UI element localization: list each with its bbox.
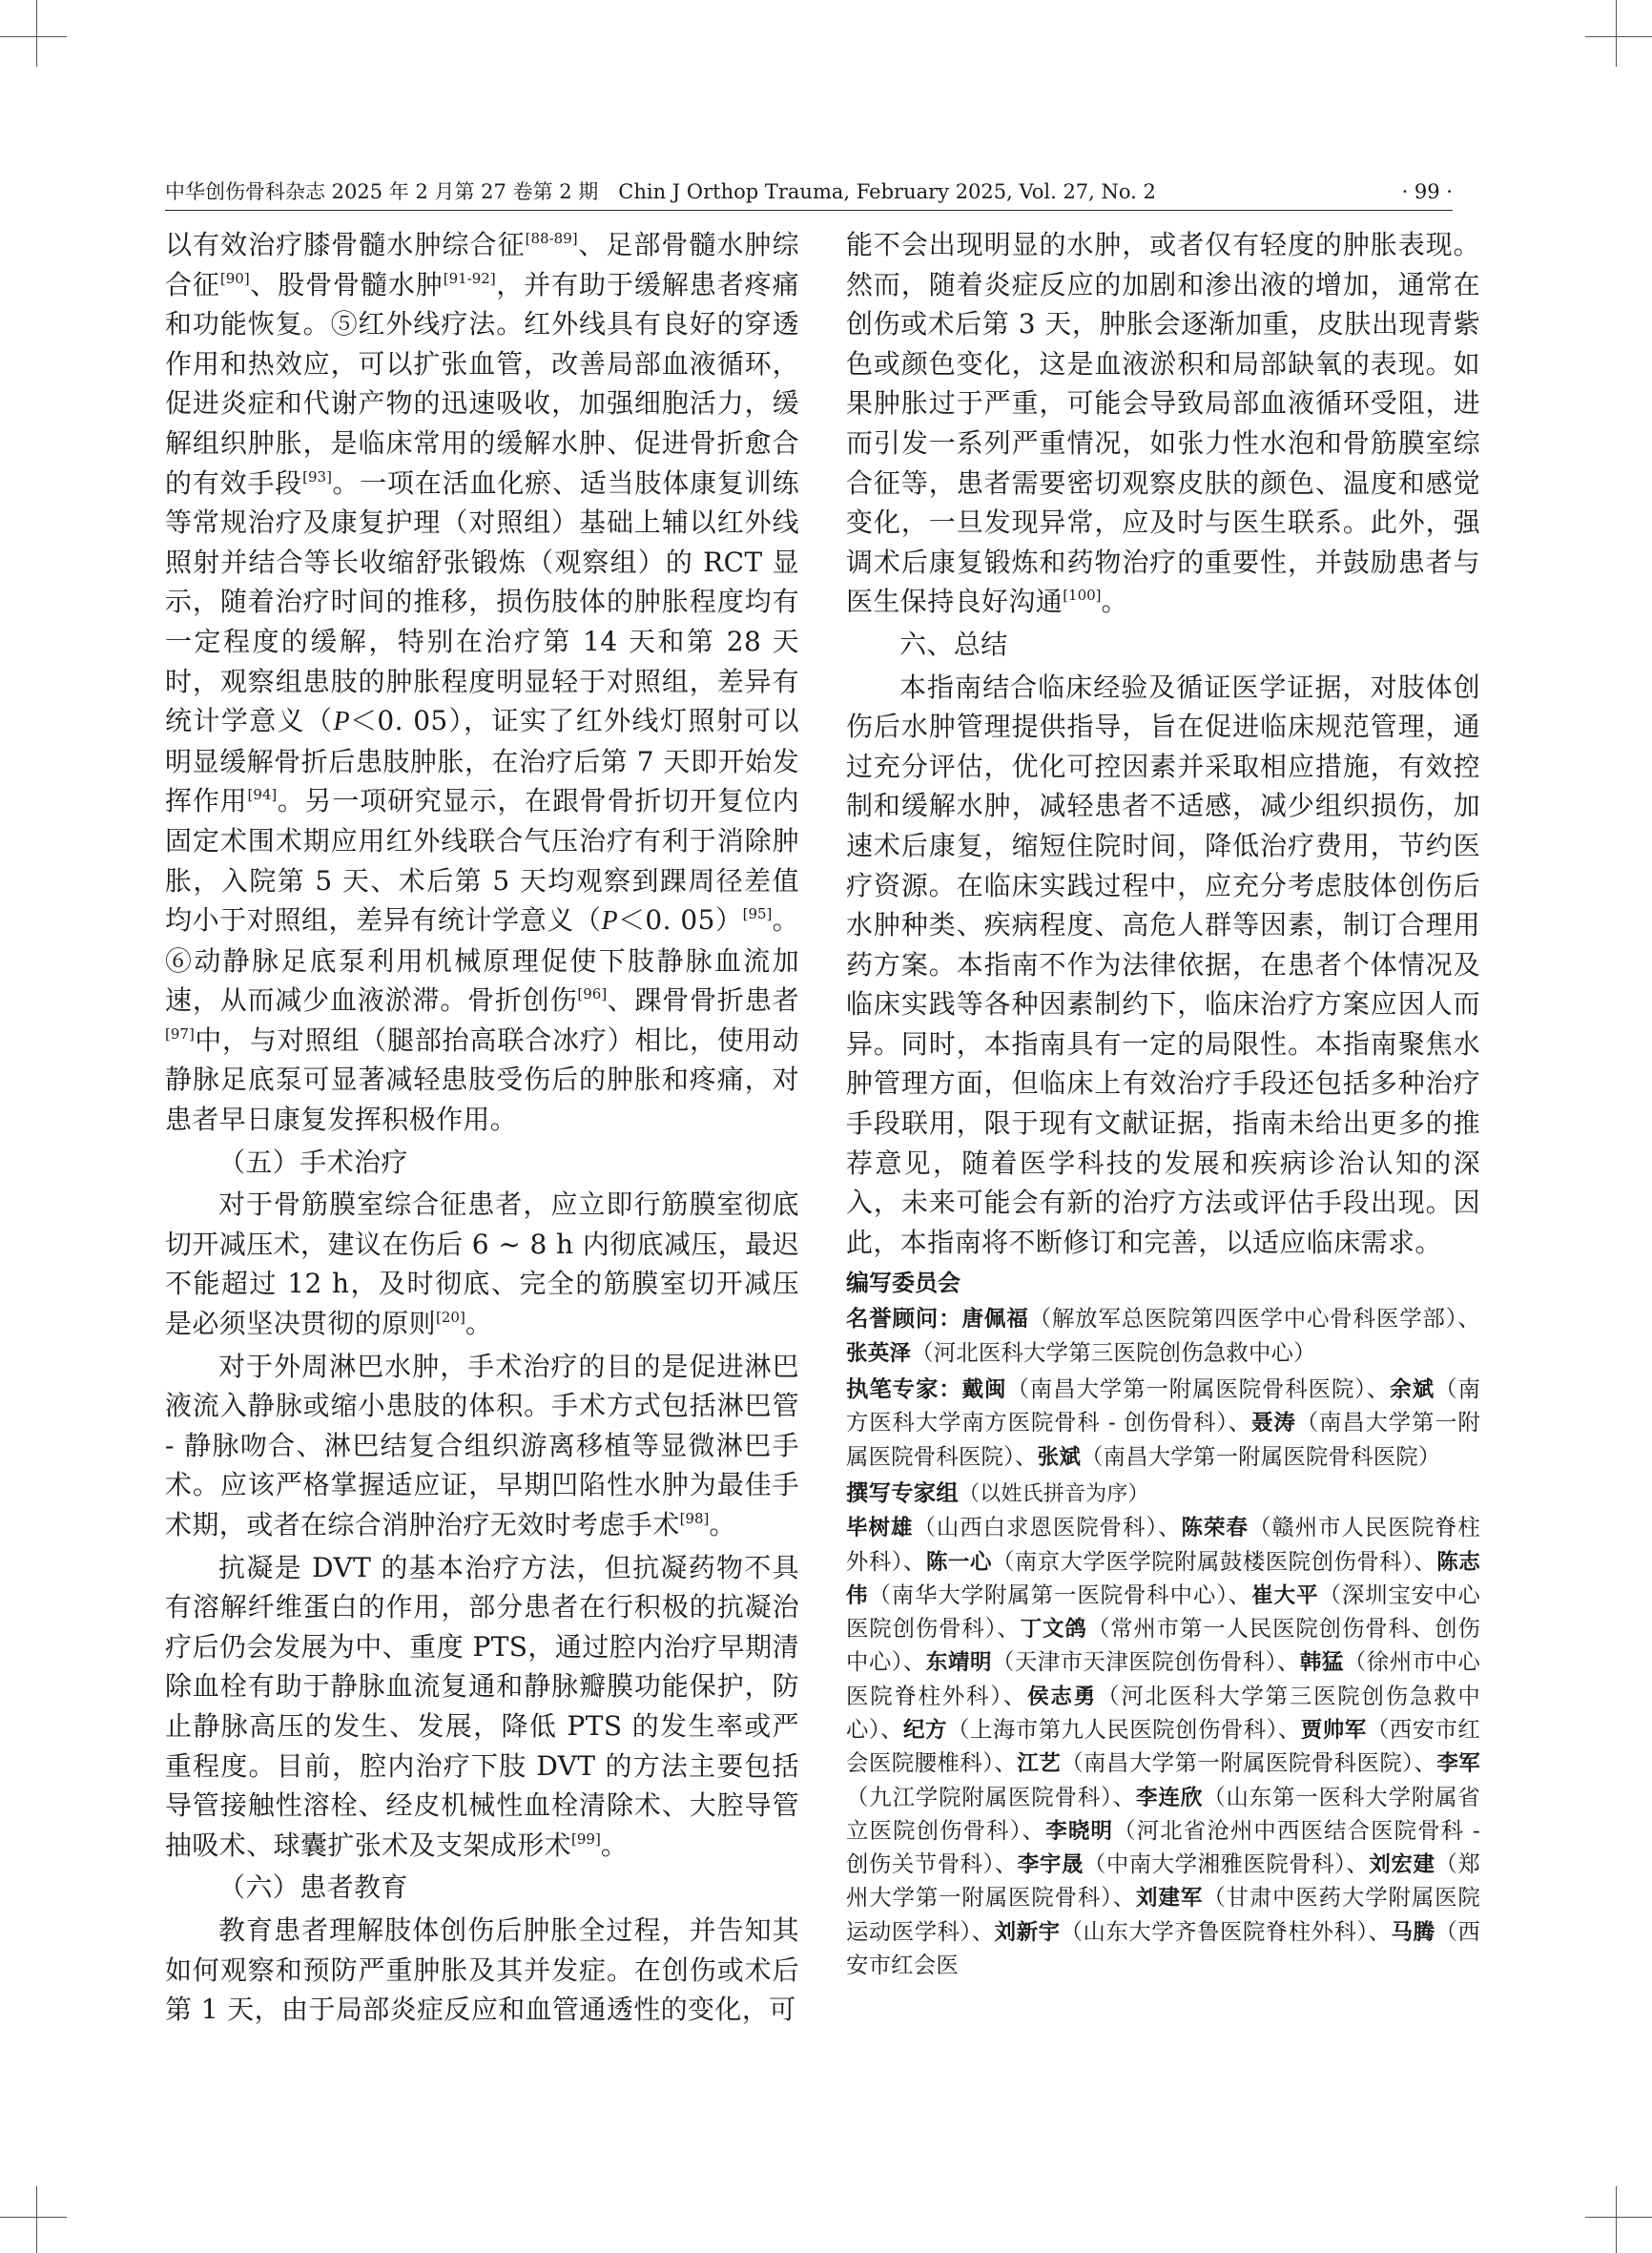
member-affiliation: （南昌大学第一附属医院骨科医院）	[1061, 1749, 1415, 1777]
member-affiliation: （九江学院附属医院骨科）	[846, 1783, 1113, 1810]
subsection-heading: （六）患者教育	[218, 1871, 408, 1904]
crop-mark	[36, 0, 37, 67]
separator: 、	[1414, 1749, 1437, 1777]
citation[interactable]: [100]	[1063, 587, 1102, 605]
separator: 、	[1112, 1783, 1137, 1810]
paragraph: 抗凝是 DVT 的基本治疗方法，但抗凝药物不具有溶解纤维蛋白的作用，部分患者在行积极的抗凝治疗后仍会发展为中、重度 PTS，通过腔内治疗早期清除血栓有助于静脉血流复通和静脉瓣膜功能保护，防止静脉高压的发生、发展，降低 PTS 的发生率或严重程度。目前，腔内治疗下肢 DVT 的方法主要包括导管接触性溶栓、经皮机械性血栓清除术、大腔导管抽吸术、球囊扩张术及支架成形术[99]。	[165, 1551, 799, 1861]
citation[interactable]: [88-89]	[525, 230, 578, 247]
member-name: 贾帅军	[1300, 1718, 1367, 1743]
member-affiliation: （南京大学医学院附属鼓楼医院创伤骨科）	[991, 1547, 1415, 1575]
member-affiliation: （河北省沧州中西医结合医院骨科 - 创伤关节骨科）	[846, 1816, 1480, 1878]
crop-mark	[0, 2217, 67, 2218]
citation[interactable]: [94]	[247, 786, 278, 804]
member-name: 崔大平	[1251, 1582, 1319, 1608]
honorary-advisors	[846, 1302, 1480, 1370]
committee-title: 编写委员会	[846, 1270, 960, 1297]
member-name: 毕树雄	[846, 1516, 914, 1541]
member-affiliation: （河北医科大学第三医院创伤急救中心）	[846, 1682, 1481, 1743]
left-column	[165, 225, 799, 2033]
page-number: · 99 ·	[1401, 180, 1453, 203]
separator: 、	[1368, 1917, 1392, 1945]
member-affiliation: （赣州市人民医院脊柱外科）	[846, 1514, 1481, 1575]
separator: 、	[903, 1648, 926, 1676]
citation[interactable]: [97]	[165, 1024, 195, 1043]
member-name: 刘宏建	[1369, 1852, 1435, 1878]
right-column	[846, 225, 1480, 1984]
member-affiliation: （山西白求恩医院骨科）	[913, 1514, 1159, 1541]
member-name: 李晓明	[1045, 1818, 1114, 1844]
member-name: 陈志伟	[846, 1549, 1480, 1608]
writing-experts	[846, 1373, 1480, 1474]
member-name: 东靖明	[925, 1650, 992, 1676]
separator: 、	[1022, 1816, 1046, 1844]
member-affiliation: （解放军总医院第四医学中心骨科医学部）	[1028, 1305, 1458, 1333]
honorary-label: 名誉顾问：	[846, 1305, 962, 1333]
member-affiliation: （山东第一医科大学附属省立医院创伤骨科）	[846, 1783, 1481, 1844]
citation[interactable]: [91-92]	[443, 269, 496, 287]
member-affiliation: （甘肃中医药大学附属医院运动医学科）	[846, 1884, 1481, 1945]
member-affiliation: （上海市第九人民医院创伤骨科）	[947, 1716, 1278, 1743]
subsection-heading: （五）手术治疗	[218, 1146, 408, 1178]
crop-mark	[1616, 2186, 1617, 2253]
citation[interactable]: [90]	[219, 269, 250, 287]
member-affiliation: （西安市红会医院腰椎科）	[846, 1716, 1480, 1777]
separator: 、	[1228, 1581, 1252, 1608]
member-name: 余斌	[1390, 1377, 1435, 1403]
separator: 、	[1457, 1305, 1480, 1333]
crop-mark	[1585, 2217, 1652, 2218]
member-name: 韩猛	[1299, 1650, 1344, 1676]
member-affiliation: （山东大学齐鲁医院脊柱外科）	[1060, 1917, 1369, 1945]
member-name: 李军	[1436, 1751, 1481, 1777]
member-affiliation: （南昌大学第一附属医院骨科医院）	[1081, 1442, 1441, 1470]
member-affiliation: （南方医科大学南方医院骨科 - 创伤骨科）	[846, 1375, 1481, 1437]
writers-label: 执笔专家：	[846, 1375, 962, 1403]
paragraph: 本指南结合临床经验及循证医学证据，对肢体创伤后水肿管理提供指导，旨在促进临床规范管理，通过充分评估，优化可控因素并采取相应措施，有效控制和缓解水肿，减轻患者不适感，减少组织损伤，加速术后康复，缩短住院时间，降低治疗费用，节约医疗资源。在临床实践过程中，应充分考虑肢体创伤后水肿种类、疾病程度、高危人群等因素，制订合理用药方案。本指南不作为法律依据，在患者个体情况及临床实践等各种因素制约下，临床治疗方案应因人而异。同时，本指南具有一定的局限性。本指南聚焦水肿管理方面，但临床上有效治疗手段还包括多种治疗手段联用，限于现有文献证据，指南未给出更多的推荐意见，随着医学科技的发展和疾病诊治认知的深入，未来可能会有新的治疗方法或评估手段出现。因此，本指南将不断修订和完善，以适应临床需求。	[846, 671, 1480, 1258]
member-affiliation: （中南大学湘雅医院骨科）	[1083, 1850, 1347, 1878]
crop-mark	[0, 36, 67, 37]
citation[interactable]: [95]	[742, 905, 773, 923]
member-name: 江艺	[1017, 1751, 1062, 1777]
member-name: 丁文鸽	[1020, 1617, 1087, 1643]
paragraph: 对于外周淋巴水肿，手术治疗的目的是促进淋巴液流入静脉或缩小患肢的体积。手术方式包括淋巴管 - 静脉吻合、淋巴结复合组织游离移植等显微淋巴手术。应该严格掌握适应证，早期凹陷性水肿为最佳手术期，或者在综合消肿治疗无效时考虑手术[98]。	[165, 1350, 799, 1540]
citation[interactable]: [20]	[436, 1309, 465, 1327]
member-name: 刘建军	[1136, 1886, 1204, 1912]
member-name: 纪方	[903, 1718, 948, 1743]
section-heading: 六、总结	[899, 628, 1008, 660]
member-affiliation: （西安市红会医	[846, 1917, 1481, 1979]
paragraph: 以有效治疗膝骨髓水肿综合征[88-89]、足部骨髓水肿综合征[90]、股骨骨髓水肿[91-92]，并有助于缓解患者疼痛和功能恢复。⑤红外线疗法。红外线具有良好的穿透作用和热效应，可以扩张血管，改善局部血液循环，促进炎症和代谢产物的迅速吸收，加强细胞活力，缓解组织肿胀，是临床常用的缓解水肿、促进骨折愈合的有效手段[93]。一项在活血化瘀、适当肢体康复训练等常规治疗及康复护理（对照组）基础上辅以红外线照射并结合等长收缩舒张锻炼（观察组）的 RCT 显示，随着治疗时间的推移，损伤肢体的肿胀程度均有一定程度的缓解，特别在治疗第 14 天和第 28 天时，观察组患肢的肿胀程度明显轻于对照组，差异有统计学意义（P＜0. 05），证实了红外线灯照射可以明显缓解骨折后患肢肿胀，在治疗后第 7 天即开始发挥作用[94]。另一项研究显示，在跟骨骨折切开复位内固定术围术期应用红外线联合气压治疗有利于消除肿胀，入院第 5 天、术后第 5 天均观察到踝周径差值均小于对照组，差异有统计学意义（P＜0. 05）[95]。⑥动静脉足底泵利用机械原理促使下肢静脉血流加速，从而减少血液淤滞。骨折创伤[96]、踝骨骨折患者[97]中，与对照组（腿部抬高联合冰疗）相比，使用动静脉足底泵可显著减轻患肢受伤后的肿胀和疼痛，对患者早日康复发挥积极作用。	[165, 229, 800, 1136]
member-name: 张英泽	[846, 1340, 912, 1366]
member-name: 李连欣	[1136, 1785, 1204, 1810]
member-affiliation: （天津市天津医院创伤骨科）	[991, 1648, 1277, 1676]
separator: 、	[997, 1615, 1021, 1643]
citation[interactable]: [96]	[577, 985, 608, 1003]
separator: 、	[903, 1547, 926, 1575]
member-name: 张斌	[1037, 1444, 1082, 1470]
member-name: 李宇晟	[1017, 1852, 1084, 1878]
separator: 、	[1015, 1442, 1038, 1470]
citation[interactable]: [93]	[302, 467, 332, 486]
separator: 、	[1112, 1884, 1137, 1912]
member-name: 刘新宇	[994, 1919, 1061, 1945]
separator: 、	[971, 1917, 995, 1945]
member-affiliation: （南昌大学第一附属医院骨科医院）	[846, 1409, 1481, 1470]
paragraph: 对于骨筋膜室综合征患者，应立即行筋膜室彻底切开减压术，建议在伤后 6 ~ 8 h 内彻底减压，最迟不能超过 12 h，及时彻底、完全的筋膜室切开减压是必须坚决贯彻的原则[20]。	[165, 1189, 799, 1340]
separator: 、	[1276, 1648, 1300, 1676]
expert-group-heading: 撰写专家组（以姓氏拼音为序）	[846, 1478, 1149, 1506]
crop-mark	[36, 2186, 37, 2253]
member-affiliation: （南华大学附属第一医院骨科中心）	[868, 1581, 1229, 1608]
running-header	[165, 177, 1453, 211]
member-name: 陈荣春	[1181, 1516, 1249, 1541]
expert-group-members	[846, 1511, 1480, 1981]
citation[interactable]: [99]	[571, 1829, 601, 1848]
separator: 、	[880, 1716, 904, 1743]
paragraph: 能不会出现明显的水肿，或者仅有轻度的肿胀表现。然而，随着炎症反应的加剧和渗出液的增加，通常在创伤或术后第 3 天，肿胀会逐渐加重，皮肤出现青紫色或颜色变化，这是血液淤积和局部缺氧的表现。如果肿胀过于严重，可能会导致局部血液循环受阻，进而引发一系列严重情况，如张力性水泡和骨筋膜室综合征等，患者需要密切观察皮肤的颜色、温度和感觉变化，一旦发现异常，应及时与医生联系。此外，强调术后康复锻炼和药物治疗的重要性，并鼓励患者与医生保持良好沟通[100]。	[846, 229, 1480, 618]
member-affiliation: （常州市第一人民医院创伤骨科、创伤中心）	[846, 1615, 1480, 1676]
journal-citation: 中华创伤骨科杂志 2025 年 2 月第 27 卷第 2 期 Chin J Orthop Trauma, February 2025, Vol. 27, No. 2	[165, 180, 1156, 203]
citation[interactable]: [98]	[679, 1510, 710, 1527]
separator: 、	[1228, 1409, 1252, 1437]
member-name: 唐佩福	[961, 1307, 1029, 1333]
crop-mark	[1585, 36, 1652, 37]
member-name: 马腾	[1391, 1919, 1435, 1945]
separator: 、	[1277, 1716, 1301, 1743]
member-affiliation: （徐州市中心医院脊柱外科）	[846, 1648, 1481, 1709]
member-affiliation: （深圳宝安中心医院创伤骨科）	[846, 1581, 1481, 1643]
separator: 、	[1346, 1850, 1370, 1878]
member-name: 聂涛	[1251, 1411, 1296, 1437]
paragraph: 教育患者理解肢体创伤后肿胀全过程，并告知其如何观察和预防严重肿胀及其并发症。在创伤或术后第 1 天，由于局部炎症反应和血管通透性的变化，可	[165, 1913, 799, 2026]
separator: 、	[994, 1749, 1018, 1777]
separator: 、	[1366, 1375, 1391, 1403]
member-affiliation: （郑州大学第一附属医院骨科）	[846, 1850, 1481, 1912]
separator: 、	[994, 1850, 1018, 1878]
crop-mark	[1616, 0, 1617, 67]
member-affiliation: （南昌大学第一附属医院骨科医院）	[1006, 1375, 1367, 1403]
separator: 、	[1414, 1547, 1437, 1575]
member-name: 侯志勇	[1027, 1684, 1098, 1709]
member-affiliation: （河北医科大学第三医院创伤急救中心）	[911, 1338, 1316, 1366]
separator: 、	[1002, 1682, 1028, 1709]
member-name: 陈一心	[925, 1549, 992, 1575]
separator: 、	[1158, 1514, 1182, 1541]
member-name: 戴闽	[961, 1377, 1007, 1403]
